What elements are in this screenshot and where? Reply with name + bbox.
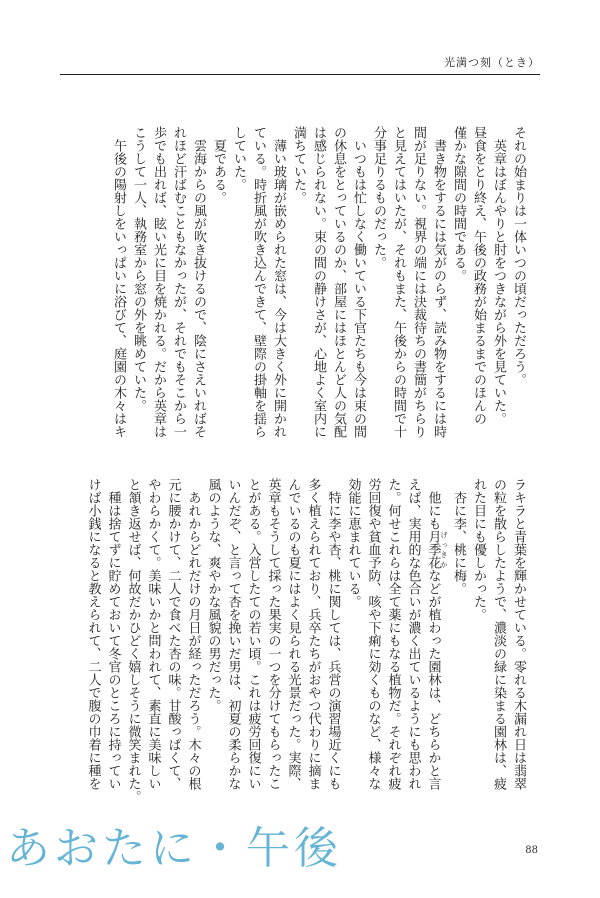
text-line: た。何せこれらは全て薬にもなる植物だ。それぞれ疲 [385,478,401,790]
ruby-text: げっきか [440,530,448,569]
ruby-gekkika: 月季花 げっきか [425,530,448,569]
text-line: 元に腰かけて、二人で食べた杏の味。甘酸っぱくて、 [165,478,181,790]
text-line: 効能に恵まれている。 [345,478,361,608]
text-line: 間が足りない。視界の端には決裁待ちの書簡がちらり [411,126,426,438]
text-line: ている。時折風が吹き込んできて、壁際の掛軸を揺ら [251,126,266,438]
text-line: とがある。入営したての若い頃。これは疲労回復にい [245,478,261,790]
text-line: 薄い玻璃が嵌められた窓は、今は大きく外に開かれ [271,126,286,438]
text-line: 風のような、爽やかな風貌の男だった。 [205,478,221,712]
text-line: の休息をとっているのか、部屋にはほとんど人の気配 [331,126,346,438]
text-line: いんだぞ、と言って杏を挽いだ男は、初夏の柔らかな [225,478,241,790]
text-line: 雲海からの風が吹き抜けるので、陰にさえいればそ [191,126,206,438]
text-line: やわらかくて。美味いかと問われて、素直に美味しい [145,478,161,790]
text-line: と見えてはいたが、それもまた、午後からの時間で十 [391,126,406,438]
text-line: と頷き返せば、何故だかひどく嬉しそうに微笑まれた。 [125,478,141,803]
text-line: 書き物をするには気がのらず、読み物をするには時 [431,126,446,438]
text-line: あれからどれだけの月日が経っただろう。木々の根 [185,478,201,790]
text-line: れほど汗ばむこともなかったが、それでもそこから一 [171,126,186,438]
text-line: 労回復や貧血予防、咳や下痢に効くものなど、様々な [365,478,381,790]
text-line: 特に李や杏、桃に関しては、兵営の演習場近くにも [325,478,341,790]
text-line: 僅かな隙間の時間である。 [451,126,466,282]
text-line: 昼食をとり終え、午後の政務が始まるまでのほんの [471,126,486,425]
text-line: 英章もそうして採った果実の一つを分けてもらったこ [265,478,281,790]
text-line: の粒を散らしたようで、濃淡の緑に染まる園林は、疲 [491,478,506,790]
text-line: 種は捨てずに貯めておいて冬官のところに持ってい [105,478,121,790]
page-number: 88 [525,845,538,856]
watermark: あおたに・午後 [6,823,342,874]
text-line: 午後の陽射しをいっぱいに浴びて、庭園の木々はキ [111,126,126,438]
text-line: 英章はぼんやりと肘をつきながら外を見ていた。 [491,126,506,425]
text-line: 夏である。 [211,126,226,204]
text-line: 満ちていた。 [291,126,306,204]
text-line: は感じられない。束の間の静けさが、心地よく室内に [311,126,326,438]
text-line: 分事足りるものだった。 [371,126,386,269]
running-head: 光満つ刻（とき） [444,56,540,69]
text-line: 他にも月季花 げっきかなどが植わった園林は、どちらかと言 [425,478,448,790]
text-line: 歩でも出れば、眩い光に目を焼かれる。だから英章は [151,126,166,438]
text-line: えば、実用的な色合いが濃く出ているようにも思われ [405,478,421,790]
text-line: 多く植えられており、兵卒たちがおやつ代わりに摘ま [305,478,321,790]
text-line: していた。 [231,126,246,191]
text-line: けば小銭になると教えられて、二人で腹の巾着に種を [85,478,101,790]
text-line: こうして一人、執務室から窓の外を眺めていた。 [131,126,146,412]
text-line: ラキラと青葉を輝かせている。零れる木漏れ日は翡翠 [511,478,526,790]
header-rule [60,74,540,75]
text-line: それの始まりは一体いつの頃だっただろう。 [511,126,526,386]
text-block-lower [85,478,528,838]
text-line: いつもは忙しなく働いている下官たちも今は束の間 [351,126,366,438]
text-line: 杏に李、桃に梅。 [451,478,466,595]
text-block-upper [108,126,528,526]
text-line: れた目にも優しかった。 [471,478,486,621]
text-line: んでいるのも夏にはよく見られる光景だった。実際、 [285,478,301,790]
